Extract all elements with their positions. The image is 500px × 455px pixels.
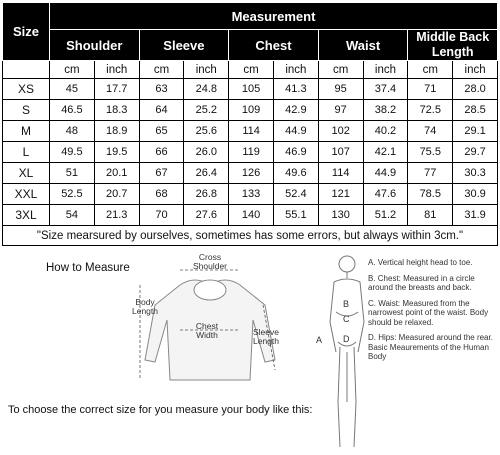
value-cell: 47.6 <box>363 184 408 205</box>
value-cell: 130 <box>318 205 363 226</box>
value-cell: 25.6 <box>184 121 229 142</box>
value-cell: 40.2 <box>363 121 408 142</box>
value-cell: 140 <box>229 205 274 226</box>
waist-header: Waist <box>318 30 408 61</box>
value-cell: 42.1 <box>363 142 408 163</box>
value-cell: 52.5 <box>50 184 95 205</box>
size-cell: XL <box>3 163 50 184</box>
value-cell: 49.5 <box>50 142 95 163</box>
value-cell: 74 <box>408 121 453 142</box>
value-cell: 51.2 <box>363 205 408 226</box>
value-cell: 81 <box>408 205 453 226</box>
value-cell: 26.8 <box>184 184 229 205</box>
value-cell: 126 <box>229 163 274 184</box>
value-cell: 25.2 <box>184 100 229 121</box>
value-cell: 95 <box>318 79 363 100</box>
value-cell: 17.7 <box>94 79 139 100</box>
note-b: B. Chest: Measured in a circle around the breasts and back. <box>368 273 475 292</box>
choose-size-text: To choose the correct size for you measure your body like this: <box>8 404 313 416</box>
value-cell: 26.0 <box>184 142 229 163</box>
value-cell: 114 <box>229 121 274 142</box>
value-cell: 51 <box>50 163 95 184</box>
measurement-header: Measurement <box>50 3 498 30</box>
value-cell: 31.9 <box>453 205 498 226</box>
note-d: D. Hips: Measured around the rear. Basic Meaurements of the Human Body <box>368 333 493 361</box>
size-row <box>3 121 498 142</box>
size-note: "Size mearsured by ourselves, sometimes has some errors, but always within 3cm." <box>3 226 498 246</box>
value-cell: 26.4 <box>184 163 229 184</box>
value-cell: 44.9 <box>363 163 408 184</box>
value-cell: 77 <box>408 163 453 184</box>
body-length-label: Body Length <box>132 297 158 316</box>
size-chart-table <box>2 2 498 246</box>
unit-cell: inch <box>94 61 139 79</box>
value-cell: 105 <box>229 79 274 100</box>
value-cell: 63 <box>139 79 184 100</box>
value-cell: 21.3 <box>94 205 139 226</box>
value-cell: 114 <box>318 163 363 184</box>
size-row <box>3 142 498 163</box>
value-cell: 24.8 <box>184 79 229 100</box>
size-row <box>3 184 498 205</box>
unit-cell: cm <box>318 61 363 79</box>
size-row <box>3 205 498 226</box>
sleeve-length-label: Sleeve Length <box>253 327 279 346</box>
value-cell: 65 <box>139 121 184 142</box>
unit-cell: cm <box>229 61 274 79</box>
unit-cell: inch <box>273 61 318 79</box>
value-cell: 18.9 <box>94 121 139 142</box>
value-cell: 121 <box>318 184 363 205</box>
size-header: Size <box>3 3 50 61</box>
note-a: A. Vertical height head to toe. <box>368 258 473 267</box>
value-cell: 133 <box>229 184 274 205</box>
value-cell: 46.5 <box>50 100 95 121</box>
value-cell: 78.5 <box>408 184 453 205</box>
unit-cell: inch <box>184 61 229 79</box>
sleeve-header: Sleeve <box>139 30 229 61</box>
value-cell: 27.6 <box>184 205 229 226</box>
size-cell: L <box>3 142 50 163</box>
value-cell: 29.1 <box>453 121 498 142</box>
value-cell: 19.5 <box>94 142 139 163</box>
value-cell: 64 <box>139 100 184 121</box>
size-cell: XS <box>3 79 50 100</box>
marker-d: D <box>343 334 350 344</box>
value-cell: 54 <box>50 205 95 226</box>
measurement-notes <box>368 258 500 368</box>
value-cell: 46.9 <box>273 142 318 163</box>
size-cell: XXL <box>3 184 50 205</box>
value-cell: 48 <box>50 121 95 142</box>
value-cell: 52.4 <box>273 184 318 205</box>
note-c: C. Waist: Measured from the narrowest point of the waist. Body should be relaxed. <box>368 298 489 327</box>
value-cell: 97 <box>318 100 363 121</box>
value-cell: 71 <box>408 79 453 100</box>
size-row <box>3 100 498 121</box>
chest-header: Chest <box>229 30 319 61</box>
value-cell: 20.1 <box>94 163 139 184</box>
units-row <box>3 61 498 79</box>
value-cell: 107 <box>318 142 363 163</box>
value-cell: 68 <box>139 184 184 205</box>
unit-cell: inch <box>363 61 408 79</box>
marker-c: C <box>343 314 350 324</box>
value-cell: 55.1 <box>273 205 318 226</box>
value-cell: 66 <box>139 142 184 163</box>
middle-back-length-header: Middle Back Length <box>408 30 498 61</box>
body-figure-illustration <box>322 252 372 452</box>
size-row <box>3 163 498 184</box>
size-row <box>3 79 498 100</box>
marker-a: A <box>316 335 323 345</box>
unit-cell: inch <box>453 61 498 79</box>
marker-b: B <box>343 299 350 309</box>
value-cell: 72.5 <box>408 100 453 121</box>
value-cell: 109 <box>229 100 274 121</box>
shoulder-header: Shoulder <box>50 30 140 61</box>
value-cell: 37.4 <box>363 79 408 100</box>
value-cell: 18.3 <box>94 100 139 121</box>
value-cell: 44.9 <box>273 121 318 142</box>
value-cell: 102 <box>318 121 363 142</box>
value-cell: 41.3 <box>273 79 318 100</box>
value-cell: 67 <box>139 163 184 184</box>
chest-width-label: Chest Width <box>195 321 219 340</box>
value-cell: 28.0 <box>453 79 498 100</box>
value-cell: 29.7 <box>453 142 498 163</box>
value-cell: 30.9 <box>453 184 498 205</box>
size-cell: M <box>3 121 50 142</box>
value-cell: 45 <box>50 79 95 100</box>
value-cell: 30.3 <box>453 163 498 184</box>
value-cell: 49.6 <box>273 163 318 184</box>
size-cell: S <box>3 100 50 121</box>
unit-cell: cm <box>139 61 184 79</box>
value-cell: 42.9 <box>273 100 318 121</box>
unit-cell <box>3 61 50 79</box>
value-cell: 75.5 <box>408 142 453 163</box>
size-cell: 3XL <box>3 205 50 226</box>
cross-shoulder-label: Cross Shoulder <box>192 252 228 271</box>
value-cell: 70 <box>139 205 184 226</box>
value-cell: 119 <box>229 142 274 163</box>
unit-cell: cm <box>408 61 453 79</box>
value-cell: 20.7 <box>94 184 139 205</box>
how-to-measure-title: How to Measure <box>46 262 130 274</box>
unit-cell: cm <box>50 61 95 79</box>
value-cell: 38.2 <box>363 100 408 121</box>
value-cell: 28.5 <box>453 100 498 121</box>
